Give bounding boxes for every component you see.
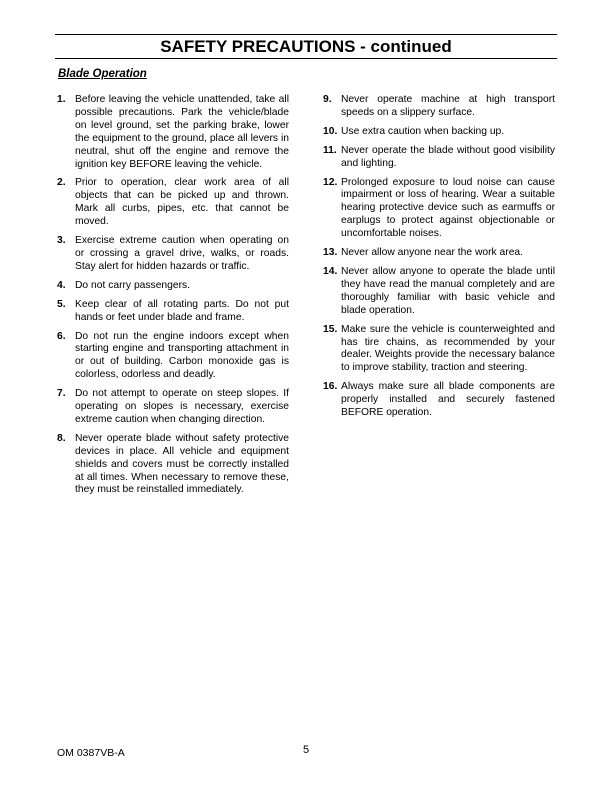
list-item <box>323 126 555 139</box>
item-number: 3. <box>57 235 66 247</box>
item-number: 7. <box>57 388 66 400</box>
right-column <box>323 94 555 426</box>
item-text: Never operate blade without safety protective devices in place. All vehicle and equipment shields and covers must be correctly installed at all times. When necessary to remove these, they must be reinstalled immediately. <box>75 432 289 496</box>
item-text: Never operate machine at high transport speeds on a slippery surface. <box>341 94 555 118</box>
list-item <box>323 247 555 260</box>
item-number: 9. <box>323 94 332 105</box>
precautions-list-right <box>323 94 555 420</box>
list-item <box>323 381 555 420</box>
page-header <box>55 34 557 59</box>
list-item <box>323 266 555 318</box>
item-number: 12. <box>323 176 338 188</box>
item-text: Prior to operation, clear work area of all objects that can be picked up and thrown. Mark all curbs, pipes, etc. that cannot be moved. <box>75 177 289 228</box>
item-number: 4. <box>57 279 66 291</box>
item-number: 13. <box>323 247 338 259</box>
item-text: Never operate the blade without good visibility and lighting. <box>341 144 555 169</box>
item-text: Never allow anyone to operate the blade until they have read the manual completely and are thoroughly familiar with basic vehicle and blade operation. <box>341 265 555 316</box>
left-column <box>57 94 289 503</box>
item-text: Do not carry passengers. <box>75 279 191 291</box>
item-number: 11. <box>323 144 337 156</box>
item-text: Use extra caution when backing up. <box>341 125 505 137</box>
list-item <box>57 299 289 325</box>
list-item <box>323 177 555 242</box>
item-number: 6. <box>57 330 66 342</box>
document-id: OM 0387VB-A <box>57 747 125 759</box>
item-text: Do not run the engine indoors except when starting engine and transporting attachment in or out of building. Carbon monoxide gas is colorless, odorless and deadly. <box>75 330 289 381</box>
list-item <box>57 433 289 498</box>
item-text: Never allow anyone near the work area. <box>341 247 524 259</box>
section-title: Blade Operation <box>58 68 147 80</box>
list-item <box>57 94 289 171</box>
item-number: 8. <box>57 432 66 444</box>
item-number: 10. <box>323 125 338 137</box>
list-item <box>57 235 289 274</box>
item-number: 16. <box>323 381 338 393</box>
precautions-list-left <box>57 94 289 497</box>
list-item <box>57 388 289 427</box>
item-text: Prolonged exposure to loud noise can cause impairment or loss of hearing. Wear a suitable hearing protective device such as earmuffs or earplugs to protect against objectionable or uncomfortable noises. <box>341 176 555 240</box>
item-number: 14. <box>323 265 338 277</box>
page-title: SAFETY PRECAUTIONS - continued <box>160 37 452 56</box>
item-number: 15. <box>323 323 338 335</box>
item-text: Make sure the vehicle is counterweighted and has tire chains, as recommended by your dealer. Weights provide the necessary balance to improve stability, traction and steering. <box>341 323 555 374</box>
list-item <box>323 145 555 171</box>
page-number: 5 <box>302 744 310 756</box>
item-text: Exercise extreme caution when operating on or crossing a gravel drive, walks, or roads. Stay alert for hidden hazards or traffic. <box>75 235 289 272</box>
item-text: Do not attempt to operate on steep slopes. If operating on slopes is necessary, exercise extreme caution when changing direction. <box>75 388 289 425</box>
item-text: Before leaving the vehicle unattended, take all possible precautions. Park the vehicle/blade on level ground, set the parking brake, lower the equipment to the ground, place all levers in neutral, shut off the engine and remove the ignition key BEFORE leaving the vehicle. <box>75 94 289 170</box>
list-item <box>57 331 289 383</box>
item-number: 2. <box>57 177 66 189</box>
item-text: Keep clear of all rotating parts. Do not put hands or feet under blade and frame. <box>75 298 289 323</box>
item-number: 5. <box>57 298 66 310</box>
list-item <box>323 94 555 120</box>
list-item <box>57 280 289 293</box>
item-text: Always make sure all blade components are properly installed and securely fastened BEFORE operation. <box>341 381 555 419</box>
item-number: 1. <box>57 94 66 105</box>
list-item <box>323 324 555 376</box>
list-item <box>57 177 289 229</box>
